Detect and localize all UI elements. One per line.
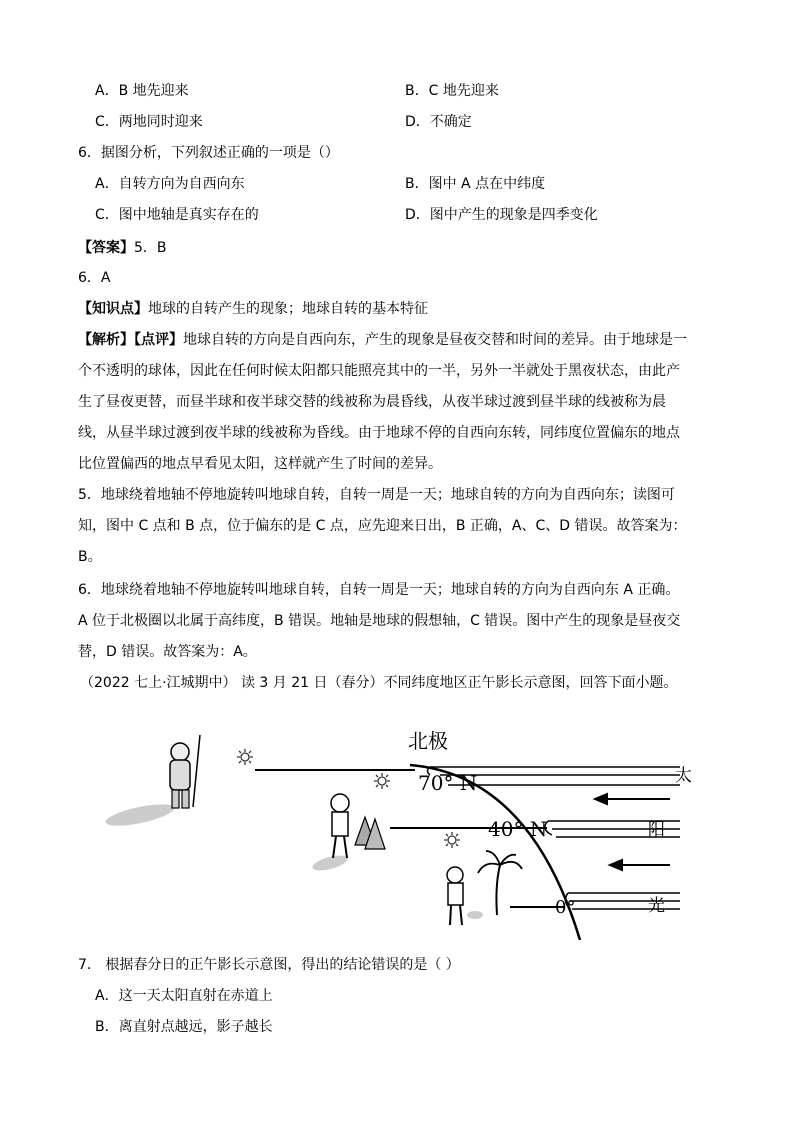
question-intro: （2022 七上·江城期中） 读 3 月 21 日（春分）不同纬度地区正午影长示意图，回答下面小题。 bbox=[80, 675, 678, 691]
sun-char-2: 阳 bbox=[648, 820, 665, 840]
analysis-line-5: 比位置偏西的地点早看见太阳，这样就产生了时间的差异。 bbox=[78, 456, 442, 472]
north-pole-label: 北极 bbox=[408, 729, 448, 753]
analysis-line-2: 个不透明的球体，因此在任何时候太阳都只能照亮其中的一半，另外一半就处于黑夜状态，由此产 bbox=[78, 363, 680, 379]
answer-q5: 5．B bbox=[134, 240, 167, 256]
comment-tag: 【点评】 bbox=[134, 332, 183, 348]
answer-line bbox=[78, 238, 167, 258]
q6-option-c: C．图中地轴是真实存在的 bbox=[95, 207, 259, 223]
q5-option-c: C．两地同时迎来 bbox=[95, 114, 203, 130]
knowledge-text: 地球的自转产生的现象；地球自转的基本特征 bbox=[148, 301, 428, 317]
sun-char-3: 光 bbox=[648, 896, 665, 916]
knowledge-line bbox=[78, 299, 428, 319]
explain5-line-2: 知，图中 C 点和 B 点，位于偏东的是 C 点，应先迎来日出，B 正确，A、C、D 错误。故答案为： bbox=[78, 518, 687, 534]
explain6-line-2: A 位于北极圈以北属于高纬度，B 错误。地轴是地球的假想轴，C 错误。图中产生的现象是昼夜交 bbox=[78, 613, 681, 629]
lat-0-label: 0° bbox=[555, 897, 576, 918]
lat-70-label: 70° N bbox=[418, 771, 478, 795]
analysis-line-4: 线，从昼半球过渡到夜半球的线被称为昏线。由于地球不停的自西向东转，同纬度位置偏东的地点 bbox=[78, 425, 680, 441]
answer-tag: 【答案】 bbox=[78, 240, 134, 256]
knowledge-tag: 【知识点】 bbox=[78, 301, 148, 317]
q6-option-a: A．自转方向为自西向东 bbox=[95, 176, 245, 192]
arctic-person-figure bbox=[104, 735, 200, 830]
lat-40-label: 40° N bbox=[488, 817, 548, 841]
sun-icon bbox=[444, 832, 460, 848]
short-shadow bbox=[467, 911, 483, 919]
medium-shadow bbox=[311, 853, 349, 874]
explain6-line-3: 替，D 错误。故答案为：A。 bbox=[78, 644, 257, 660]
q7-stem: 7． 根据春分日的正午影长示意图，得出的结论错误的是（ ） bbox=[78, 957, 460, 973]
answer-q6: 6．A bbox=[78, 270, 111, 286]
q6-option-d: D．图中产生的现象是四季变化 bbox=[405, 207, 598, 223]
sun-icon bbox=[237, 749, 253, 765]
explain5-line-1: 5．地球绕着地轴不停地旋转叫地球自转，自转一周是一天；地球自转的方向为自西向东；读图可 bbox=[78, 487, 675, 503]
q5-option-d: D．不确定 bbox=[405, 114, 472, 130]
q5-option-b: B．C 地先迎来 bbox=[405, 83, 499, 99]
explain5-line-3: B。 bbox=[78, 549, 102, 565]
analysis-line-1: 【解析】【点评】地球自转的方向是自西向东，产生的现象是昼夜交替和时间的差异。由于地球是一 bbox=[78, 332, 687, 348]
noon-shadow-figure bbox=[100, 715, 700, 940]
q6-stem: 6．据图分析，下列叙述正确的一项是（） bbox=[78, 145, 339, 161]
sun-char-1: 太 bbox=[675, 766, 692, 786]
equator-person-figure bbox=[447, 851, 522, 925]
sun-icon bbox=[374, 773, 390, 789]
q6-option-b: B．图中 A 点在中纬度 bbox=[405, 176, 546, 192]
explain6-line-1: 6．地球绕着地轴不停地旋转叫地球自转，自转一周是一天；地球自转的方向为自西向东 A 正确。 bbox=[78, 582, 680, 598]
analysis-tag: 【解析】 bbox=[78, 332, 134, 348]
q5-option-a: A．B 地先迎来 bbox=[95, 83, 189, 99]
q7-option-a: A．这一天太阳直射在赤道上 bbox=[95, 988, 273, 1004]
q7-option-b: B．离直射点越远，影子越长 bbox=[95, 1019, 273, 1035]
mid-latitude-person-figure bbox=[311, 794, 385, 873]
analysis-line-3: 生了昼夜更替，而昼半球和夜半球交替的线被称为晨昏线，从夜半球过渡到昼半球的线被称为晨 bbox=[78, 394, 666, 410]
long-shadow bbox=[104, 800, 176, 830]
